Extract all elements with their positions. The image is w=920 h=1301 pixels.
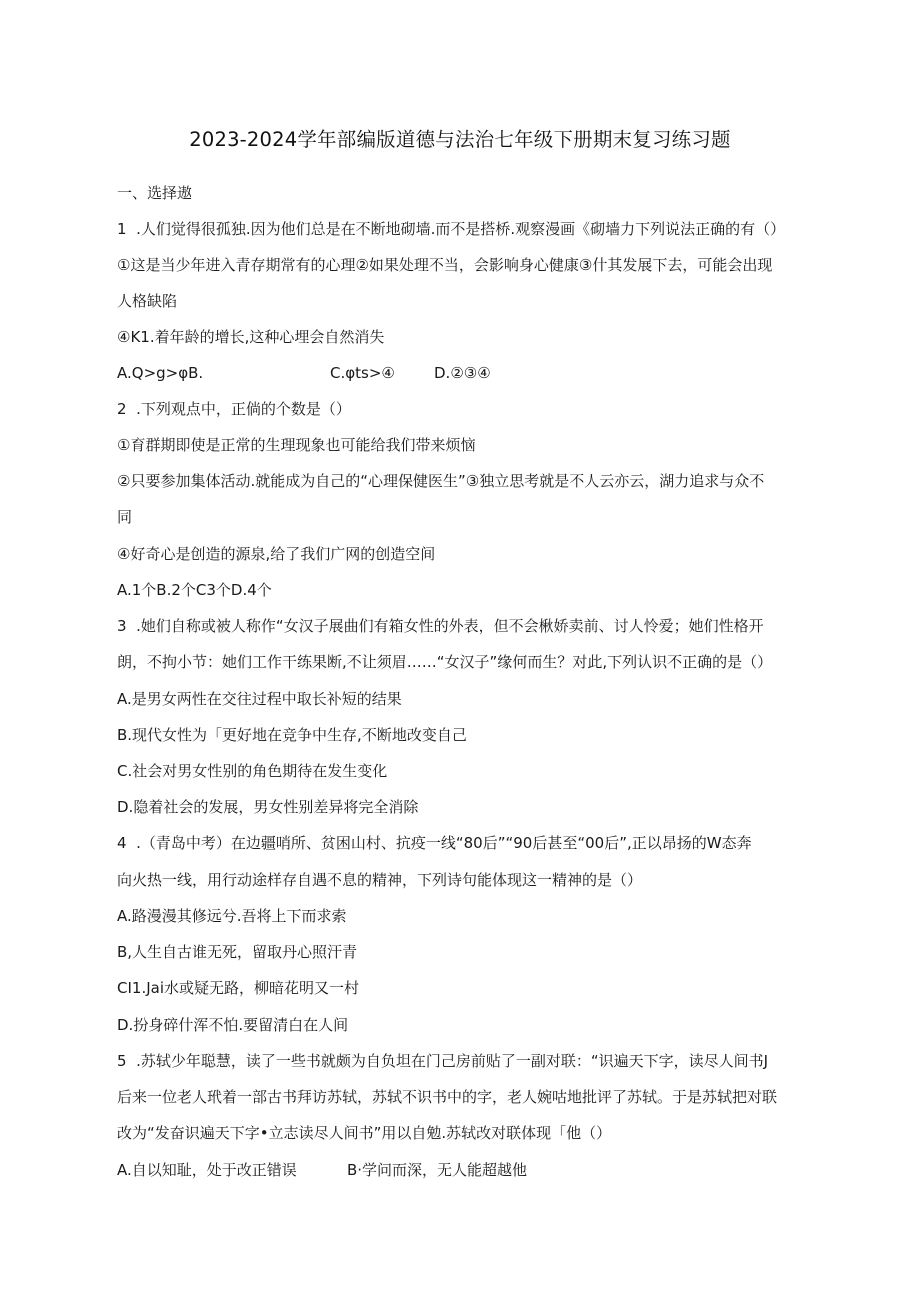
q3-stem: 3 .她们自称或被人称作“女汉子展曲们有箱女性的外表，但不会楸娇卖前、讨人怜爱；她们性格开 — [117, 617, 764, 635]
q4-option-a: A.路漫漫其修远兮.吾将上下而求索 — [117, 907, 347, 925]
document-title: 2023-2024学年部编版道德与法治七年级下册期末复习练习题 — [189, 128, 731, 151]
q5-line-3: 改为“发奋识遍天下字•立志读尽人间书”用以自勉.苏轼改对联体现「他（） — [117, 1124, 612, 1142]
q5-line-2: 后来一位老人玳着一部古书拜访苏轼，苏轼不识书中的字，老人婉咕地批评了苏轼。于是苏轼把对联 — [117, 1088, 778, 1106]
q1-stem: 1 .人们觉得很孤独.因为他们总是在不断地砌墙.而不是搭桥.观察漫画《砌墙力下列说法正确的有（） — [117, 220, 786, 238]
q4-stem: 4 .（青岛中考）在边疆哨所、贫困山村、抗疫一线“80后”“90后甚至“00后”,正以昂扬的W态奔 — [117, 834, 752, 852]
q2-line-4: 同 — [117, 508, 133, 526]
q3-option-d: D.隐着社会的发展，男女性别差异将完全消除 — [117, 798, 419, 816]
q1-line-2: ①这是当少年进入青存期常有的心理②如果处理不当，会影响身心健康③什其发展下去，可能会出现 — [117, 256, 773, 274]
q2-line-2: ①育群期即使是正常的生理现象也可能给我们带来烦恼 — [117, 436, 476, 454]
section-heading: 一、选择遨 — [117, 184, 193, 202]
q3-option-a: A.是男女两性在交往过程中取长补短的结果 — [117, 690, 402, 708]
q3-option-c: C.社会对男女性别的角色期待在发生变化 — [117, 762, 388, 780]
q2-options: A.1个B.2个C3个D.4个 — [117, 581, 272, 599]
q5-option-b: B·学问而深，无人能超越他 — [347, 1161, 528, 1179]
q5-stem: 5 .苏轼少年聪慧，读了一些书就颇为自负坦在门己房前贴了一副对联：“识遍天下字，读尽人间书J — [117, 1052, 769, 1070]
q5-option-a: A.自以知耻，处于改正错误 — [117, 1161, 297, 1179]
q1-option-d: D.②③④ — [434, 364, 491, 382]
q3-line-2: 朗，不拘小节：她们工作干练果断,不让须眉……“女汉子”缘何而生？对此,下列认识不正确的是（） — [117, 653, 773, 671]
q2-line-3: ②只要参加集体活动.就能成为自己的“心理保健医生”③独立思考就是不人云亦云，湖力追求与众不 — [117, 472, 765, 490]
q4-option-c: CI1.Jai水或疑无路，柳暗花明又一村 — [117, 979, 359, 997]
q1-option-c: C.φts>④ — [330, 364, 395, 382]
q1-option-a: A.Q>g>φB. — [117, 364, 204, 382]
q4-option-b: B,人生自古谁无死，留取丹心照汗青 — [117, 943, 358, 961]
q2-line-5: ④好奇心是创造的源泉,给了我们广网的创造空间 — [117, 545, 436, 563]
q4-line-2: 向火热一线，用行动途样存自遇不息的精神，下列诗句能体现这一精神的是（） — [117, 871, 643, 889]
q4-option-d: D.扮身碎什浑不怕.要留清白在人间 — [117, 1016, 349, 1034]
q3-option-b: B.现代女性为「更好地在竞争中生存,不断地改变自己 — [117, 726, 467, 744]
q1-line-4: ④K1.着年龄的增长,这种心埋会自然消失 — [117, 328, 385, 346]
q1-line-3: 人格缺陷 — [117, 292, 178, 310]
q2-stem: 2 .下列观点中，正倘的个数是（） — [117, 400, 351, 418]
